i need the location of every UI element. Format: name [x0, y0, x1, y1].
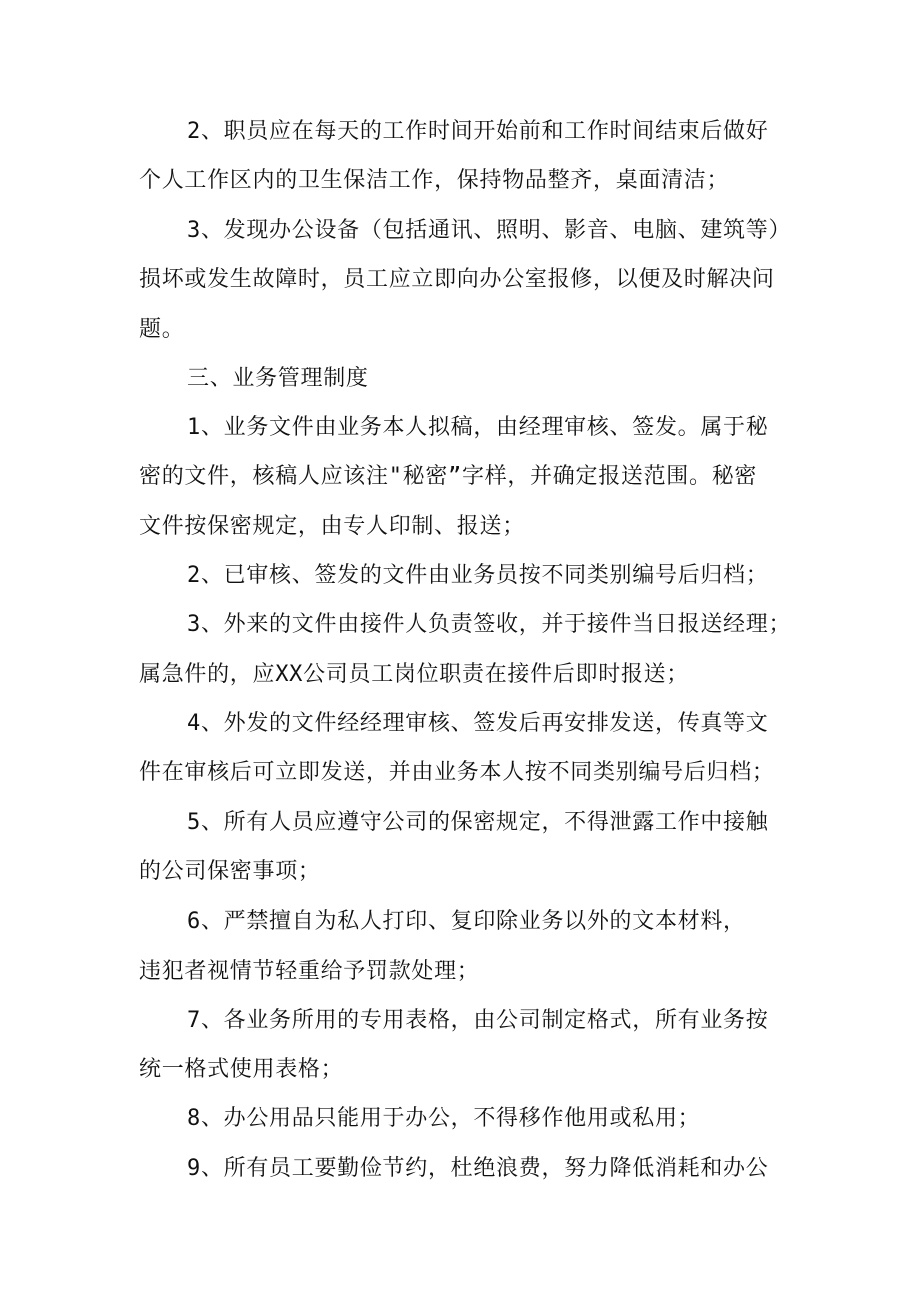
- text-line: 8、办公用品只能用于办公，不得移作他用或私用；: [187, 1106, 701, 1131]
- text-line: 5、所有人员应遵守公司的保密规定，不得泄露工作中接触: [187, 810, 769, 835]
- text-line: 2、已审核、签发的文件由业务员按不同类别编号后归档；: [187, 563, 769, 588]
- text-line: 7、各业务所用的专用表格，由公司制定格式，所有业务按: [187, 1008, 769, 1033]
- text-line: 属急件的，应XX公司员工岗位职责在接件后即时报送；: [139, 662, 689, 687]
- text-line: 9、所有员工要勤俭节约，杜绝浪费，努力降低消耗和办公: [187, 1156, 769, 1181]
- section-heading: 三、业务管理制度: [187, 366, 369, 391]
- text-line: 6、严禁擅自为私人打印、复印除业务以外的文本材料，: [187, 909, 746, 934]
- text-line: 2、职员应在每天的工作时间开始前和工作时间结束后做好: [187, 119, 769, 144]
- text-line: 件在审核后可立即发送，并由业务本人按不同类别编号后归档；: [139, 760, 775, 785]
- text-line: 统一格式使用表格；: [139, 1057, 344, 1082]
- text-line: 损坏或发生故障时，员工应立即向办公室报修，以便及时解决问: [139, 267, 775, 292]
- text-line: 题。: [139, 317, 185, 342]
- text-line: 个人工作区内的卫生保洁工作，保持物品整齐，桌面清洁；: [139, 168, 730, 193]
- text-line: 的公司保密事项；: [139, 859, 321, 884]
- text-line: 4、外发的文件经经理审核、签发后再安排发送，传真等文: [187, 711, 769, 736]
- text-line: 密的文件，核稿人应该注"秘密”字样，并确定报送范围。秘密: [139, 464, 758, 489]
- text-line: 文件按保密规定，由专人印制、报送；: [139, 514, 525, 539]
- text-line: 违犯者视情节轻重给予罚款处理；: [139, 959, 480, 984]
- text-line: 1、业务文件由业务本人拟稿，由经理审核、签发。属于秘: [187, 415, 769, 440]
- text-line: 3、发现办公设备（包括通讯、照明、影音、电脑、建筑等）: [187, 218, 792, 243]
- text-line: 3、外来的文件由接件人负责签收，并于接件当日报送经理；: [187, 612, 792, 637]
